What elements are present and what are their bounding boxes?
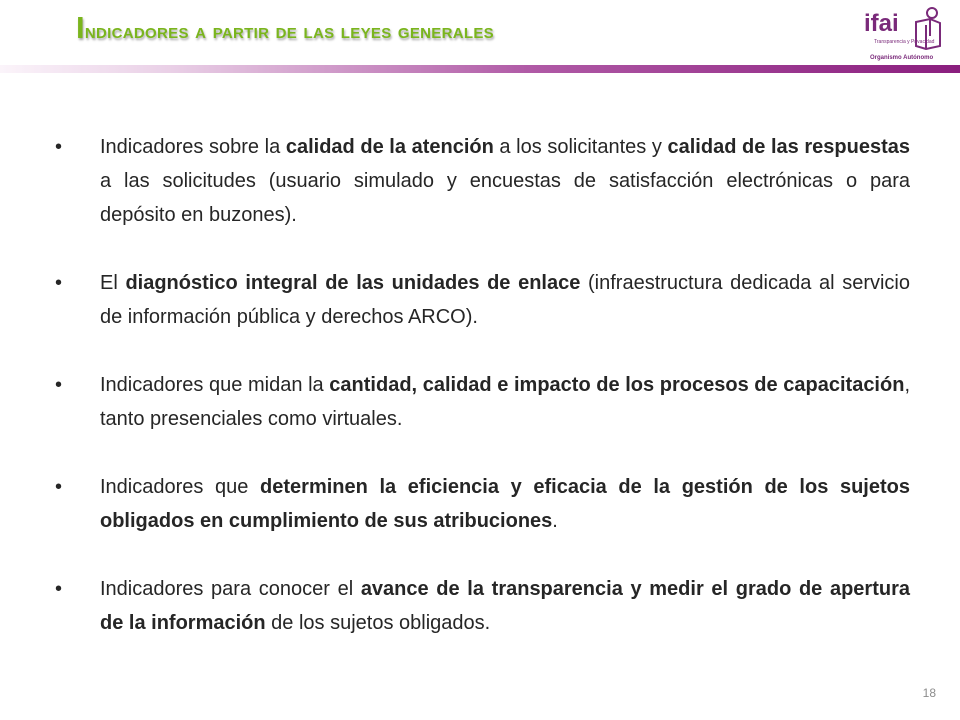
bullet-emphasis: cantidad, calidad e impacto de los procesos de capacitación: [329, 374, 905, 396]
logo-org: Organismo Autónomo: [870, 55, 934, 61]
bullet-dot-icon: •: [55, 272, 63, 294]
bullet-item: [55, 266, 910, 334]
bullet-item: [55, 572, 910, 640]
ifai-logo: [862, 6, 942, 64]
header-divider-bar: [0, 65, 960, 73]
bullet-text: , tanto presenciales como virtuales.: [100, 374, 910, 430]
title-first-letter: I: [76, 10, 85, 45]
slide-title: [76, 10, 494, 46]
bullet-dot-icon: •: [55, 476, 63, 498]
bullet-text: de los sujetos obligados.: [265, 612, 491, 634]
logo-name: ifai: [864, 10, 899, 37]
bullet-list: [55, 130, 910, 674]
bullet-dot-icon: •: [55, 136, 63, 158]
bullet-text: a los solicitantes y: [493, 136, 668, 158]
bullet-text: .: [552, 510, 558, 532]
bullet-emphasis: calidad de las respuestas: [667, 136, 910, 158]
bullet-dot-icon: •: [55, 374, 63, 396]
bullet-text: Indicadores sobre la: [100, 136, 286, 158]
bullet-text: El: [100, 272, 126, 294]
bullet-emphasis: calidad de la atención: [285, 136, 494, 158]
bullet-item: [55, 470, 910, 538]
bullet-item: [55, 130, 910, 232]
bullet-text: (infraestructura dedicada al servicio de información pública y derechos ARCO).: [100, 272, 910, 328]
title-rest: ndicadores a partir de las leyes generales: [84, 18, 494, 43]
bullet-item: [55, 368, 910, 436]
bullet-emphasis: diagnóstico integral de las unidades de enlace: [125, 272, 581, 294]
logo-tagline: Transparencia y Privacidad: [874, 39, 935, 45]
bullet-text: Indicadores que midan la: [100, 374, 330, 396]
bullet-text: Indicadores que: [100, 476, 261, 498]
bullet-text: Indicadores para conocer el: [100, 578, 361, 600]
page-number: 18: [922, 686, 936, 700]
bullet-text: a las solicitudes (usuario simulado y encuestas de satisfacción electrónicas o para depósito en buzones).: [100, 170, 910, 226]
bullet-emphasis: determinen la eficiencia y eficacia de la gestión de los sujetos obligados en cumplimiento de sus atribuciones: [100, 476, 910, 532]
bullet-emphasis: avance de la transparencia y medir el grado de apertura de la información: [100, 578, 910, 634]
bullet-dot-icon: •: [55, 578, 63, 600]
